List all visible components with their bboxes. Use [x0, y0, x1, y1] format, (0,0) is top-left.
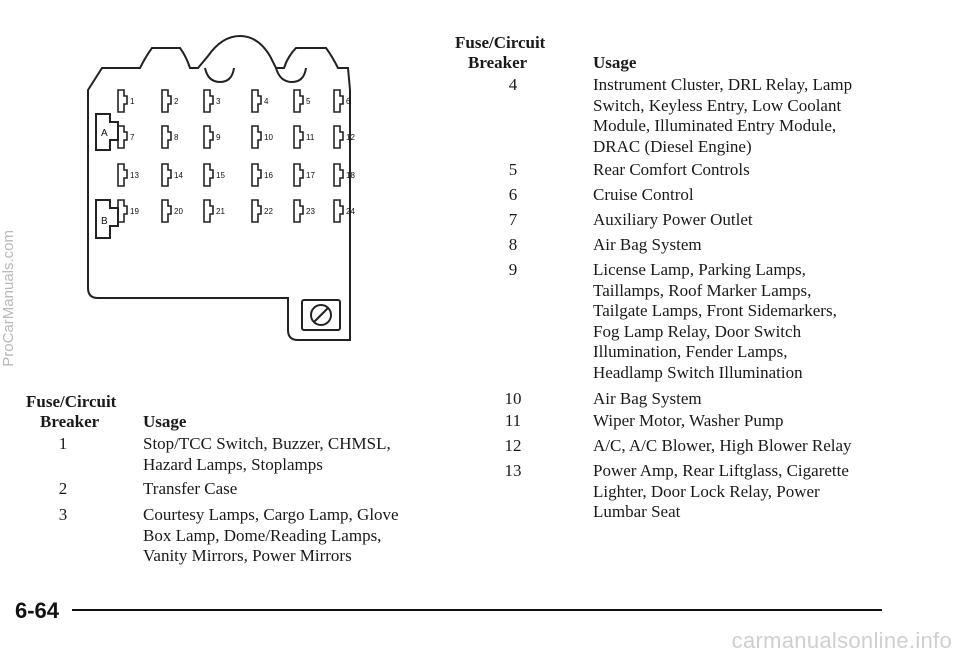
fuse-slot-15	[204, 164, 213, 186]
left-row-number: 2	[58, 479, 68, 498]
fuse-slot-24	[334, 200, 343, 222]
fuse-number-1: 1	[130, 97, 135, 106]
right-row-number: 8	[508, 235, 518, 254]
fuse-number-15: 15	[216, 171, 225, 180]
fuse-number-21: 21	[216, 207, 225, 216]
footer-rule	[72, 609, 882, 611]
right-row-usage-line: Taillamps, Roof Marker Lamps,	[593, 280, 812, 300]
left-header-breaker: Breaker	[40, 412, 100, 431]
right-header-breaker: Breaker	[468, 53, 528, 72]
fuse-number-14: 14	[174, 171, 183, 180]
fuse-slot-20	[162, 200, 171, 222]
right-row-usage-line: A/C, A/C Blower, High Blower Relay	[593, 436, 852, 455]
left-row-usage-line: Box Lamp, Dome/Reading Lamps,	[143, 525, 382, 545]
right-row-usage-line: Switch, Keyless Entry, Low Coolant	[593, 95, 842, 115]
right-row-usage-line: Module, Illuminated Entry Module,	[593, 116, 837, 135]
left-row-usage-line: Courtesy Lamps, Cargo Lamp, Glove	[143, 505, 399, 524]
fuse-slot-6	[334, 90, 343, 112]
fuse-slot-2	[162, 90, 171, 112]
fuse-slot-17	[294, 164, 303, 186]
fuse-slot-4	[252, 90, 261, 112]
left-row-number: 3	[58, 505, 68, 524]
right-row-usage-line: Tailgate Lamps, Front Sidemarkers,	[593, 301, 837, 320]
right-row-number: 7	[508, 210, 518, 229]
right-header-fuse-circuit: Fuse/Circuit	[455, 33, 546, 52]
fuse-slot-11	[294, 126, 303, 148]
fuse-slot-22	[252, 200, 261, 222]
fuse-number-7: 7	[130, 133, 135, 142]
right-header-usage: Usage	[593, 53, 637, 72]
fuse-number-13: 13	[130, 171, 139, 180]
right-row-number: 4	[508, 75, 518, 94]
fuse-number-16: 16	[264, 171, 273, 180]
left-header-fuse-circuit: Fuse/Circuit	[26, 392, 117, 411]
fuse-number-18: 18	[346, 171, 355, 180]
fuse-number-4: 4	[264, 97, 269, 106]
right-row-usage-line: Instrument Cluster, DRL Relay, Lamp	[593, 75, 853, 94]
right-row-number: 6	[508, 185, 518, 204]
right-row-number: 10	[504, 389, 522, 408]
fuse-number-3: 3	[216, 97, 221, 106]
page-number: 6-64	[15, 598, 60, 623]
fuse-number-12: 12	[346, 133, 355, 142]
fuse-slot-3	[204, 90, 213, 112]
right-row-number: 9	[508, 260, 518, 279]
fuse-number-24: 24	[346, 207, 355, 216]
right-row-usage-line: Cruise Control	[593, 185, 694, 204]
right-row-usage-line: Headlamp Switch Illumination	[593, 362, 803, 382]
left-row-usage-line: Stop/TCC Switch, Buzzer, CHMSL,	[143, 434, 391, 453]
fuse-slot-8	[162, 126, 171, 148]
fuse-slot-1	[118, 90, 127, 112]
fuse-slot-18	[334, 164, 343, 186]
right-row-usage-line: License Lamp, Parking Lamps,	[593, 260, 806, 279]
relay-label-b: B	[101, 216, 108, 227]
right-row-number: 13	[504, 461, 522, 480]
right-row-usage-line: Lighter, Door Lock Relay, Power	[593, 481, 820, 501]
fuse-slot-12	[334, 126, 343, 148]
fuse-slot-23	[294, 200, 303, 222]
right-row-usage-line: Rear Comfort Controls	[593, 160, 750, 179]
fuse-block-diagram	[80, 28, 370, 353]
right-row-number: 11	[504, 411, 522, 430]
fuse-slot-7	[118, 126, 127, 148]
right-row-usage-line: Air Bag System	[593, 389, 702, 408]
right-row-usage-line: Air Bag System	[593, 235, 702, 254]
fuse-slot-19	[118, 200, 127, 222]
left-row-usage-line: Vanity Mirrors, Power Mirrors	[143, 546, 352, 565]
fuse-number-6: 6	[346, 97, 351, 106]
fuse-number-8: 8	[174, 133, 179, 142]
fuse-number-20: 20	[174, 207, 183, 216]
right-row-usage-line: DRAC (Diesel Engine)	[593, 136, 752, 156]
fuse-number-2: 2	[174, 97, 179, 106]
relay-label-a: A	[101, 128, 108, 139]
fuse-number-5: 5	[306, 97, 311, 106]
right-row-usage-line: Fog Lamp Relay, Door Switch	[593, 321, 802, 341]
right-row-usage-line: Illumination, Fender Lamps,	[593, 342, 788, 361]
fuse-slot-9	[204, 126, 213, 148]
fuse-number-10: 10	[264, 133, 273, 142]
left-row-usage-line: Transfer Case	[143, 479, 238, 498]
fuse-number-11: 11	[306, 133, 315, 142]
left-row-usage-line: Hazard Lamps, Stoplamps	[143, 454, 323, 474]
fuse-slot-10	[252, 126, 261, 148]
right-row-number: 5	[508, 160, 518, 179]
fuse-number-23: 23	[306, 207, 315, 216]
fuse-number-17: 17	[306, 171, 315, 180]
left-row-number: 1	[58, 434, 68, 453]
bottom-watermark: carmanualsonline.info	[731, 628, 952, 653]
fuse-slot-14	[162, 164, 171, 186]
fuse-number-19: 19	[130, 207, 139, 216]
side-watermark: ProCarManuals.com	[0, 230, 17, 367]
left-header-usage: Usage	[143, 412, 187, 431]
fuse-slot-21	[204, 200, 213, 222]
right-row-number: 12	[504, 436, 522, 455]
fuse-number-9: 9	[216, 133, 221, 142]
right-row-usage-line: Auxiliary Power Outlet	[593, 210, 753, 229]
right-row-usage-line: Wiper Motor, Washer Pump	[593, 411, 784, 430]
fuse-slot-13	[118, 164, 127, 186]
right-row-usage-line: Lumbar Seat	[593, 502, 681, 521]
right-row-usage-line: Power Amp, Rear Liftglass, Cigarette	[593, 461, 849, 480]
fuse-number-22: 22	[264, 207, 273, 216]
fuse-slot-16	[252, 164, 261, 186]
fuse-slot-5	[294, 90, 303, 112]
